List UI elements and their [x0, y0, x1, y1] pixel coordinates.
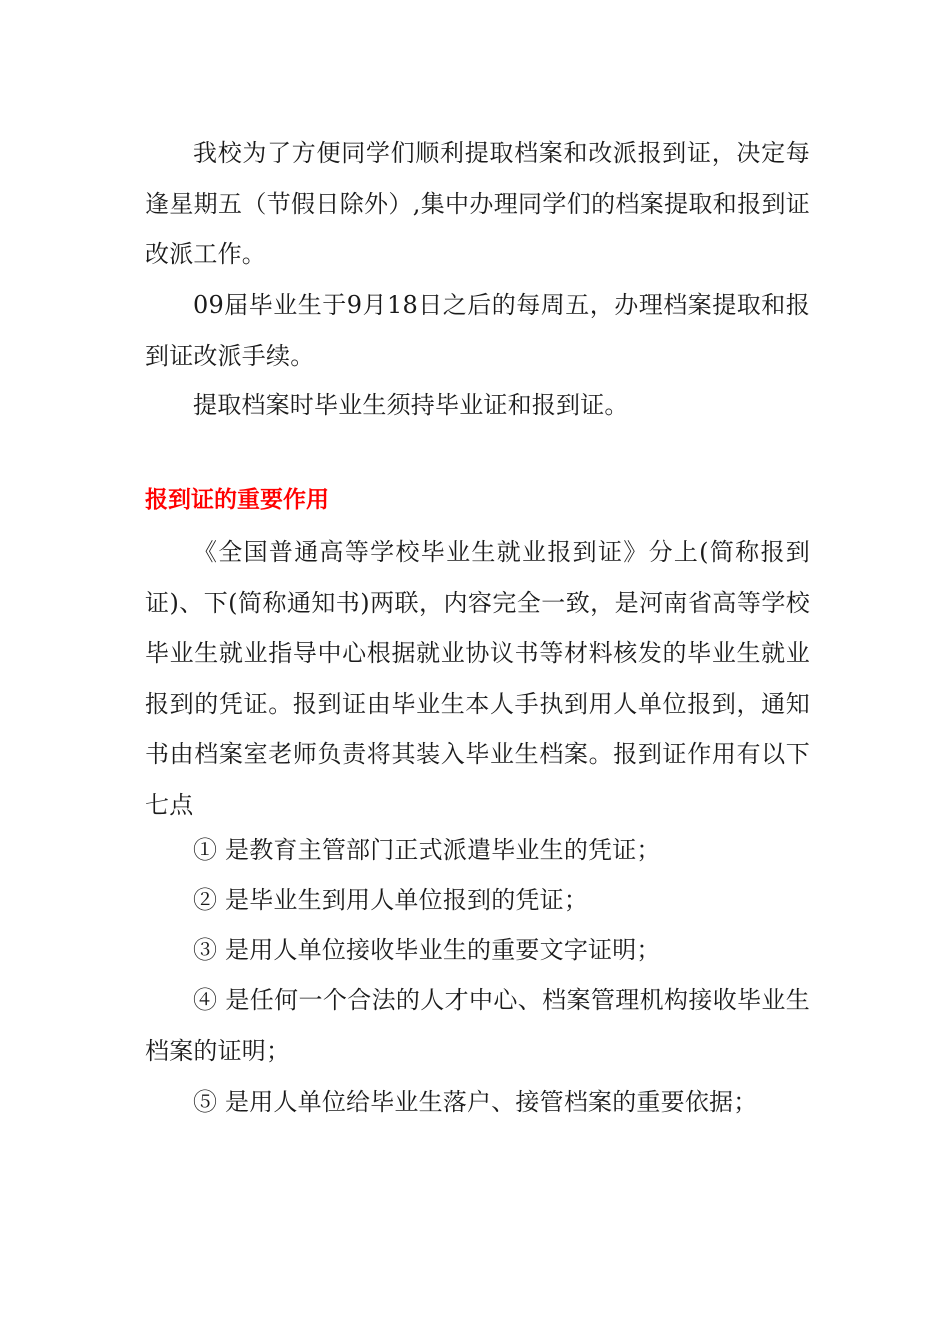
- notice-paragraph-2: 09届毕业生于9月18日之后的每周五，办理档案提取和报到证改派手续。: [145, 291, 810, 370]
- list-item: ② 是毕业生到用人单位报到的凭证；: [193, 886, 589, 914]
- list-item: ⑤ 是用人单位给毕业生落户、接管档案的重要依据；: [193, 1088, 758, 1116]
- notice-paragraph-1: 我校为了方便同学们顺利提取档案和改派报到证，决定每逢星期五（节假日除外）,集中办理同学们的档案提取和报到证改派工作。: [145, 139, 810, 268]
- list-item: ③ 是用人单位接收毕业生的重要文字证明；: [193, 936, 661, 964]
- list-item: ① 是教育主管部门正式派遣毕业生的凭证；: [193, 836, 661, 864]
- section-intro-paragraph: 《全国普通高等学校毕业生就业报到证》分上(简称报到证)、下(简称通知书)两联，内容完全一致，是河南省高等学校毕业生就业指导中心根据就业协议书等材料核发的毕业生就业报到的凭证。报到证由毕业生本人手执到用人单位报到，通知书由档案室老师负责将其装入毕业生档案。报到证作用有以下七点: [145, 538, 810, 819]
- section-heading: 报到证的重要作用: [145, 487, 329, 513]
- notice-paragraph-3: 提取档案时毕业生须持毕业证和报到证。: [193, 391, 629, 419]
- list-item: ④ 是任何一个合法的人才中心、档案管理机构接收毕业生档案的证明；: [145, 986, 810, 1065]
